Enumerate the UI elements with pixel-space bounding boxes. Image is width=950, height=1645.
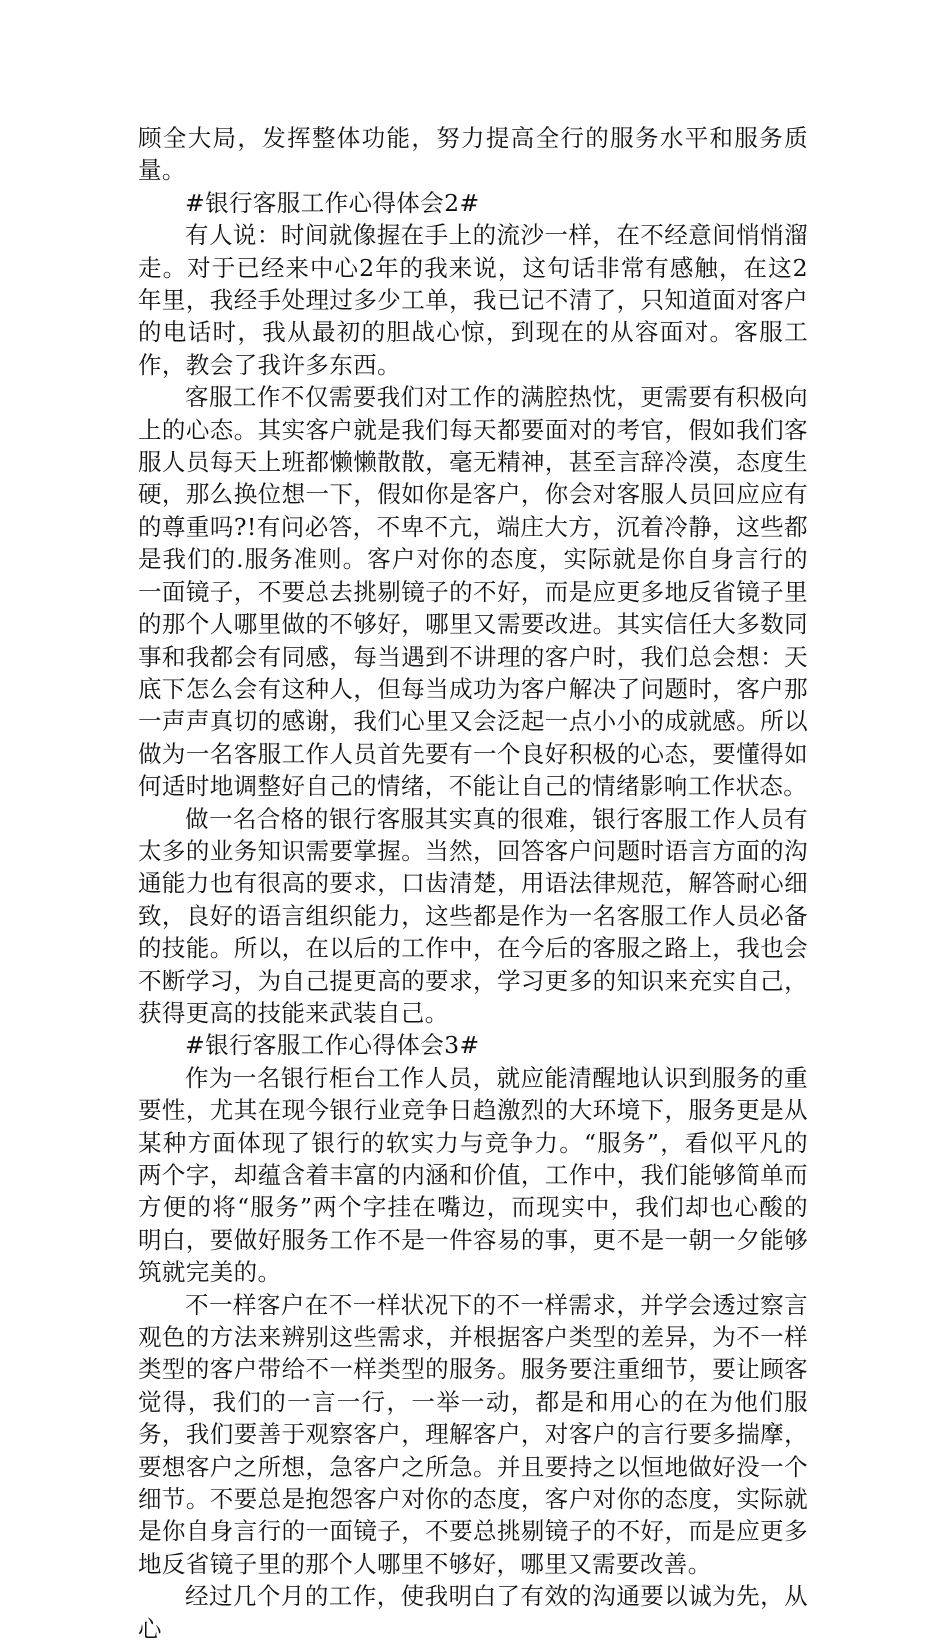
paragraph: 经过几个月的工作，使我明白了有效的沟通要以诚为先，从心 [138,1582,808,1643]
section-heading-2: #银行客服工作心得体会2# [185,188,480,217]
paragraph-continuation: 顾全大局，发挥整体功能，努力提高全行的服务水平和服务质量。 [138,124,808,185]
document-page [138,122,808,1645]
paragraph: 不一样客户在不一样状况下的不一样需求，并学会透过察言观色的方法来辨别这些需求，并根据客户类型的差异，为不一样类型的客户带给不一样类型的服务。服务要注重细节，要让顾客觉得，我们的一言一行，一举一动，都是和用心的在为他们服务，我们要善于观察客户，理解客户，对客户的言行要多揣摩，要想客户之所想，急客户之所急。并且要持之以恒地做好没一个细节。不要总是抱怨客户对你的态度，客户对你的态度，实际就是你自身言行的一面镜子，不要总挑剔镜子的不好，而是应更多地反省镜子里的那个人哪里不够好，哪里又需要改善。 [138,1290,808,1578]
section-heading-3: #银行客服工作心得体会3# [185,1031,480,1060]
paragraph: 做一名合格的银行客服其实真的很难，银行客服工作人员有太多的业务知识需要掌握。当然，回答客户问题时语言方面的沟通能力也有很高的要求，口齿清楚，用语法律规范，解答耐心细致，良好的语言组织能力，这些都是作为一名客服工作人员必备的技能。所以，在以后的工作中，在今后的客服之路上，我也会不断学习，为自己提更高的要求，学习更多的知识来充实自己，获得更高的技能来武装自己。 [138,804,808,1027]
paragraph: 作为一名银行柜台工作人员，就应能清醒地认识到服务的重要性，尤其在现今银行业竞争日趋激烈的大环境下，服务更是从某种方面体现了银行的软实力与竞争力。“服务”，看似平凡的两个字，却蕴含着丰富的内涵和价值，工作中，我们能够简单而方便的将“服务”两个字挂在嘴边，而现实中，我们却也心酸的明白，要做好服务工作不是一件容易的事，更不是一朝一夕能够筑就完美的。 [138,1063,808,1287]
paragraph: 有人说：时间就像握在手上的流沙一样，在不经意间悄悄溜走。对于已经来中心2年的我来说，这句话非常有感触，在这2年里，我经手处理过多少工单，我已记不清了，只知道面对客户的电话时，我从最初的胆战心惊，到现在的从容面对。客服工作，教会了我许多东西。 [138,221,808,379]
paragraph: 客服工作不仅需要我们对工作的满腔热忱，更需要有积极向上的心态。其实客户就是我们每天都要面对的考官，假如我们客服人员每天上班都懒懒散散，毫无精神，甚至言辞冷漠，态度生硬，那么换位想一下，假如你是客户，你会对客服人员回应应有的尊重吗?!有问必答，不卑不亢，端庄大方，沉着冷静，这些都是我们的.服务准则。客户对你的态度，实际就是你自身言行的一面镜子，不要总去挑剔镜子的不好，而是应更多地反省镜子里的那个人哪里做的不够好，哪里又需要改进。其实信任大多数同事和我都会有同感，每当遇到不讲理的客户时，我们总会想：天底下怎么会有这种人，但每当成功为客户解决了问题时，客户那一声声真切的感谢，我们心里又会泛起一点小小的成就感。所以做为一名客服工作人员首先要有一个良好积极的心态，要懂得如何适时地调整好自己的情绪，不能让自己的情绪影响工作状态。 [138,383,808,801]
